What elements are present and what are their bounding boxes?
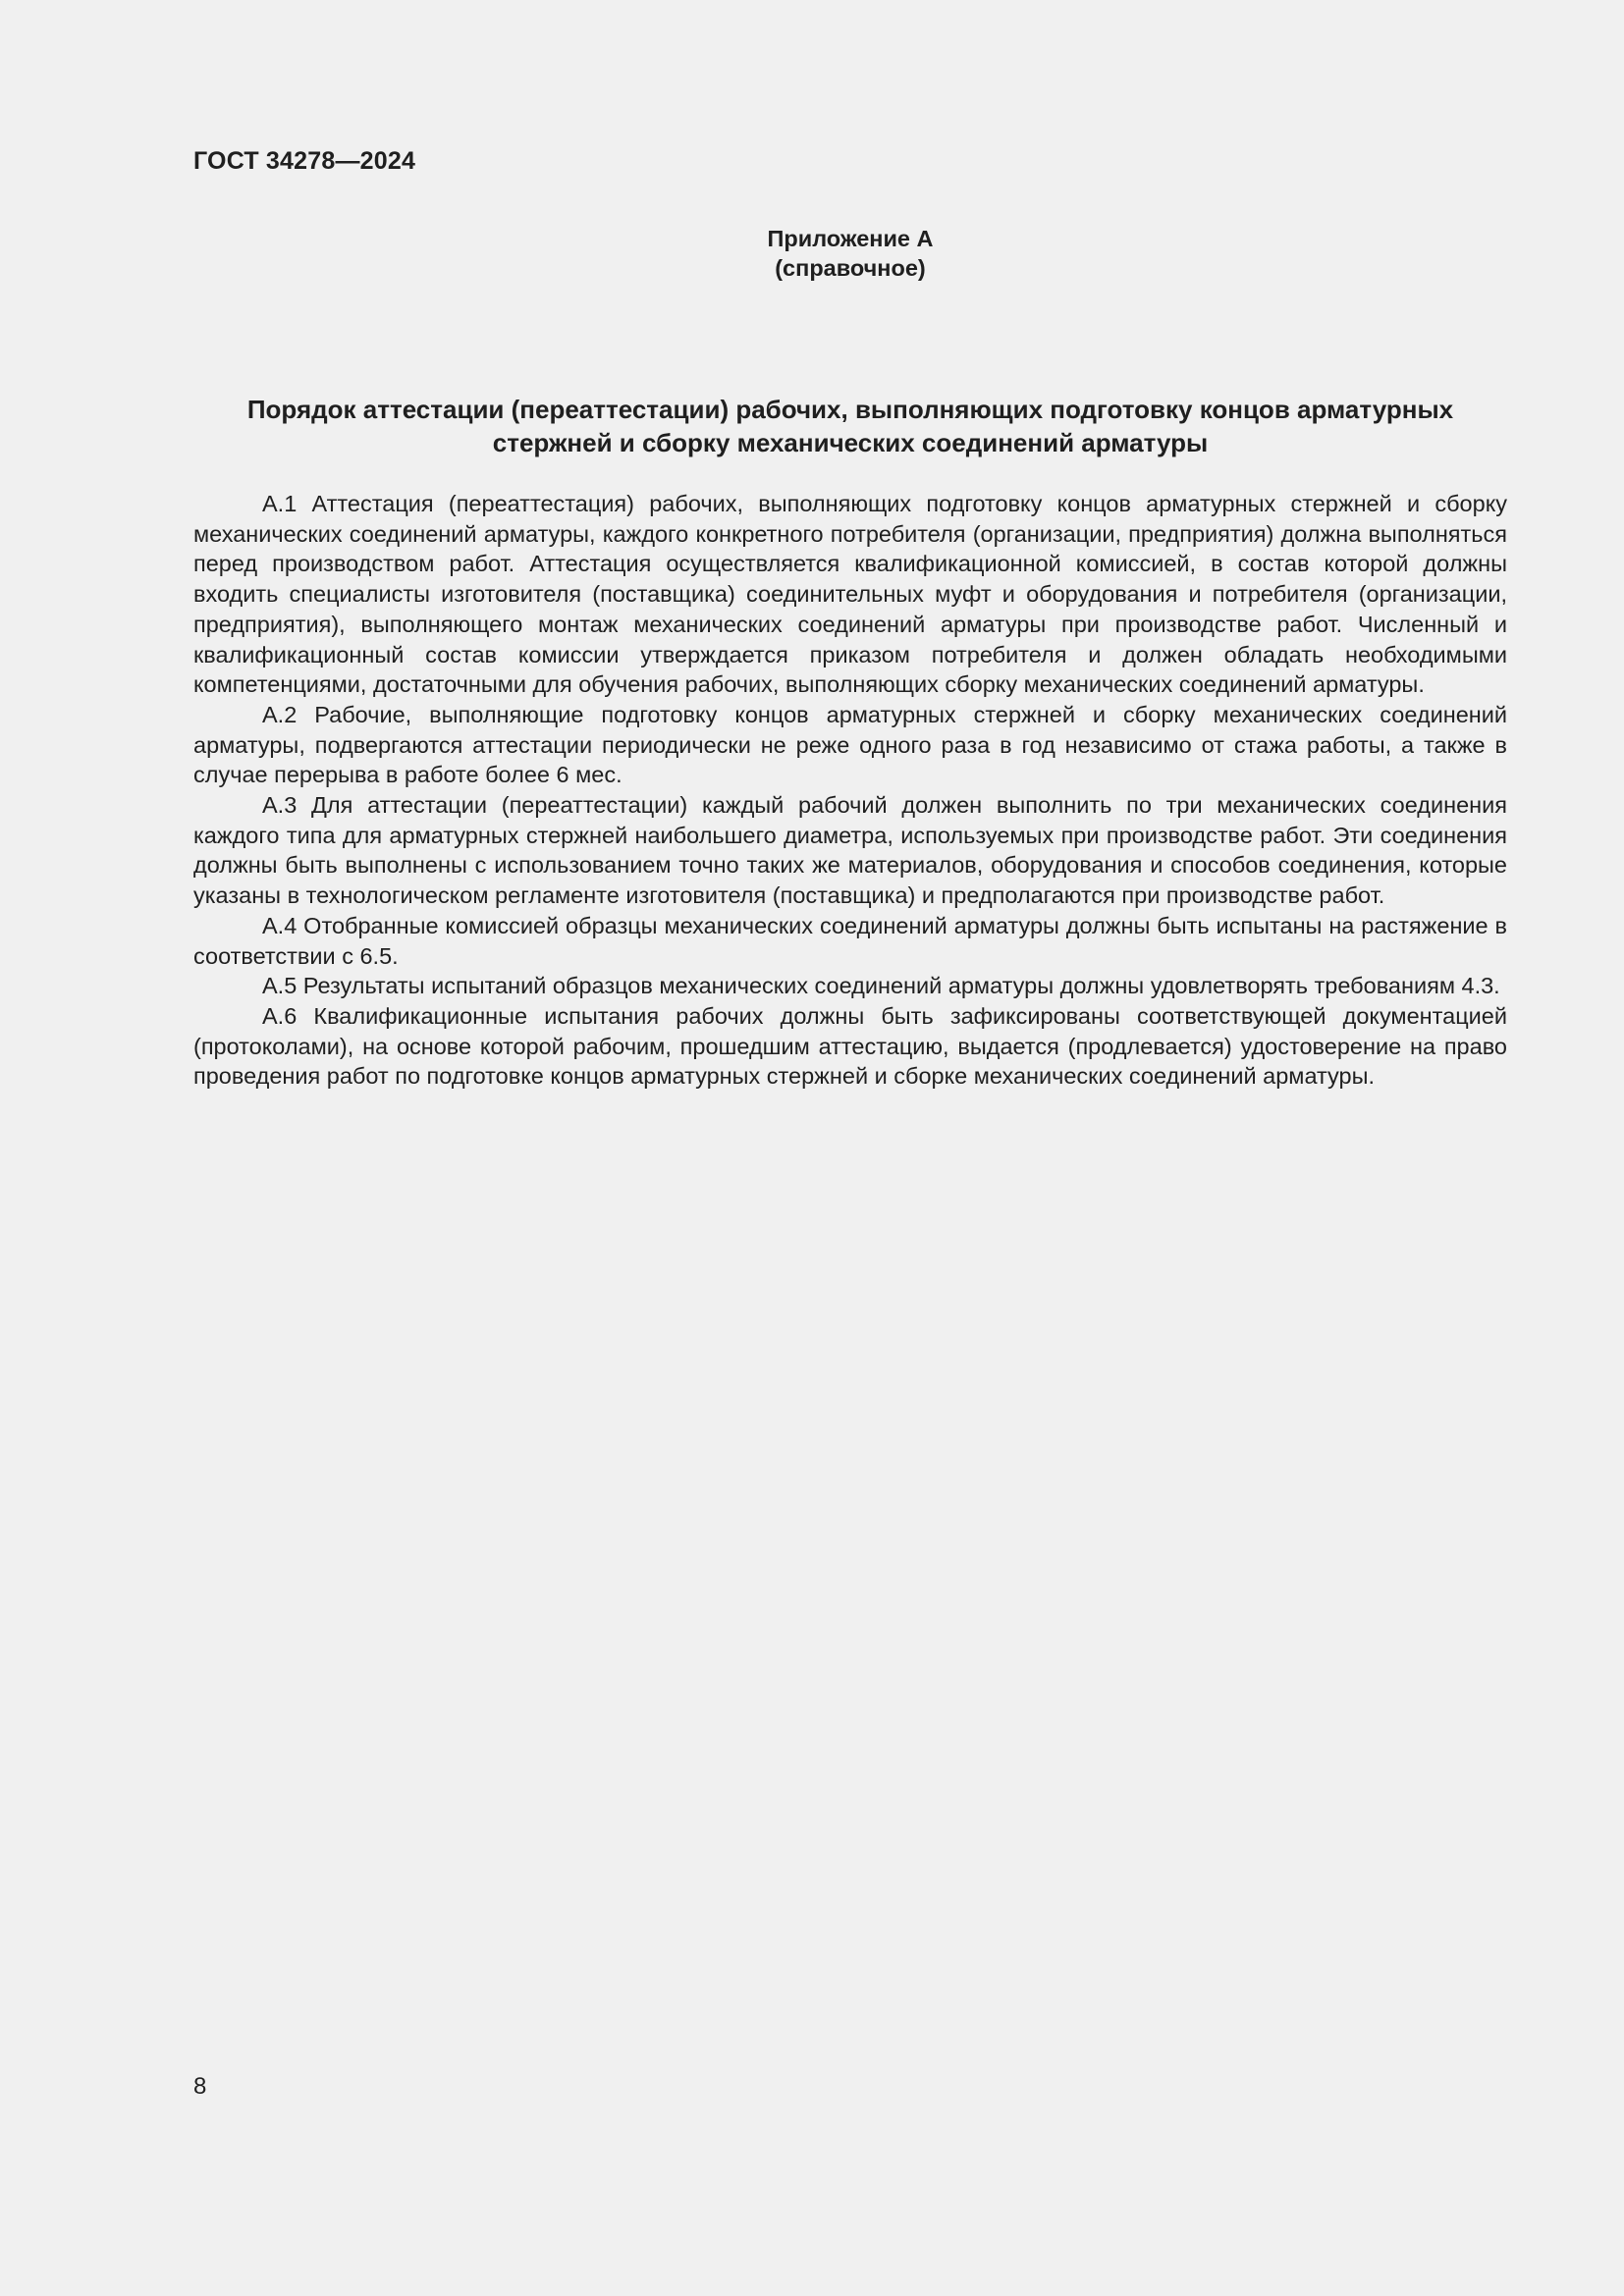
paragraph-a4: А.4 Отобранные комиссией образцы механических соединений арматуры должны быть испытаны на растяжение в соответствии с 6.5. xyxy=(193,912,1507,969)
annex-heading xyxy=(193,224,1507,283)
page-number: 8 xyxy=(193,2073,207,2100)
paragraph-a5: А.5 Результаты испытаний образцов механических соединений арматуры должны удовлетворять требованиям 4.3. xyxy=(262,973,1500,999)
paragraph-a3: А.3 Для аттестации (переаттестации) каждый рабочий должен выполнить по три механических соединения каждого типа для арматурных стержней наибольшего диаметра, используемых при производстве работ. Эти соединения должны быть выполнены с использованием точно таких же материалов, оборудования и способов соединения, которые указаны в технологическом регламенте изготовителя (поставщика) и предполагаются при производстве работ. xyxy=(193,792,1507,909)
paragraph-a6: А.6 Квалификационные испытания рабочих должны быть зафиксированы соответствующей документацией (протоколами), на основе которой рабочим, прошедшим аттестацию, выдается (продлевается) удостоверение на право проведения работ по подготовке концов арматурных стержней и сборке механических соединений арматуры. xyxy=(193,1002,1507,1090)
paragraph-a1: А.1 Аттестация (переаттестация) рабочих, выполняющих подготовку концов арматурных стержней и сборку механических соединений арматуры, каждого конкретного потребителя (организации, предприятия) должна выполняться перед производством работ. Аттестация осуществляется квалификационной комиссией, в состав которой должны входить специалисты изготовителя (поставщика) соединительных муфт и оборудования и потребителя (организации, предприятия), выполняющего монтаж механических соединений арматуры при производстве работ. Численный и квалификационный состав комиссии утверждается приказом потребителя и должен обладать необходимыми компетенциями, достаточными для обучения рабочих, выполняющих сборку механических соединений арматуры. xyxy=(193,491,1507,698)
document-code: ГОСТ 34278—2024 xyxy=(193,147,416,175)
annex-type: (справочное) xyxy=(775,255,926,281)
paragraph-a2: А.2 Рабочие, выполняющие подготовку концов арматурных стержней и сборку механических соединений арматуры, подвергаются аттестации периодически не реже одного раза в год независимо от стажа работы, а также в случае перерыва в работе более 6 мес. xyxy=(193,701,1507,788)
section-title: Порядок аттестации (переаттестации) рабочих, выполняющих подготовку концов арматурных стержней и сборку механических соединений арматуры xyxy=(246,395,1454,457)
body-text xyxy=(193,489,1507,1092)
annex-label: Приложение А xyxy=(767,226,934,251)
